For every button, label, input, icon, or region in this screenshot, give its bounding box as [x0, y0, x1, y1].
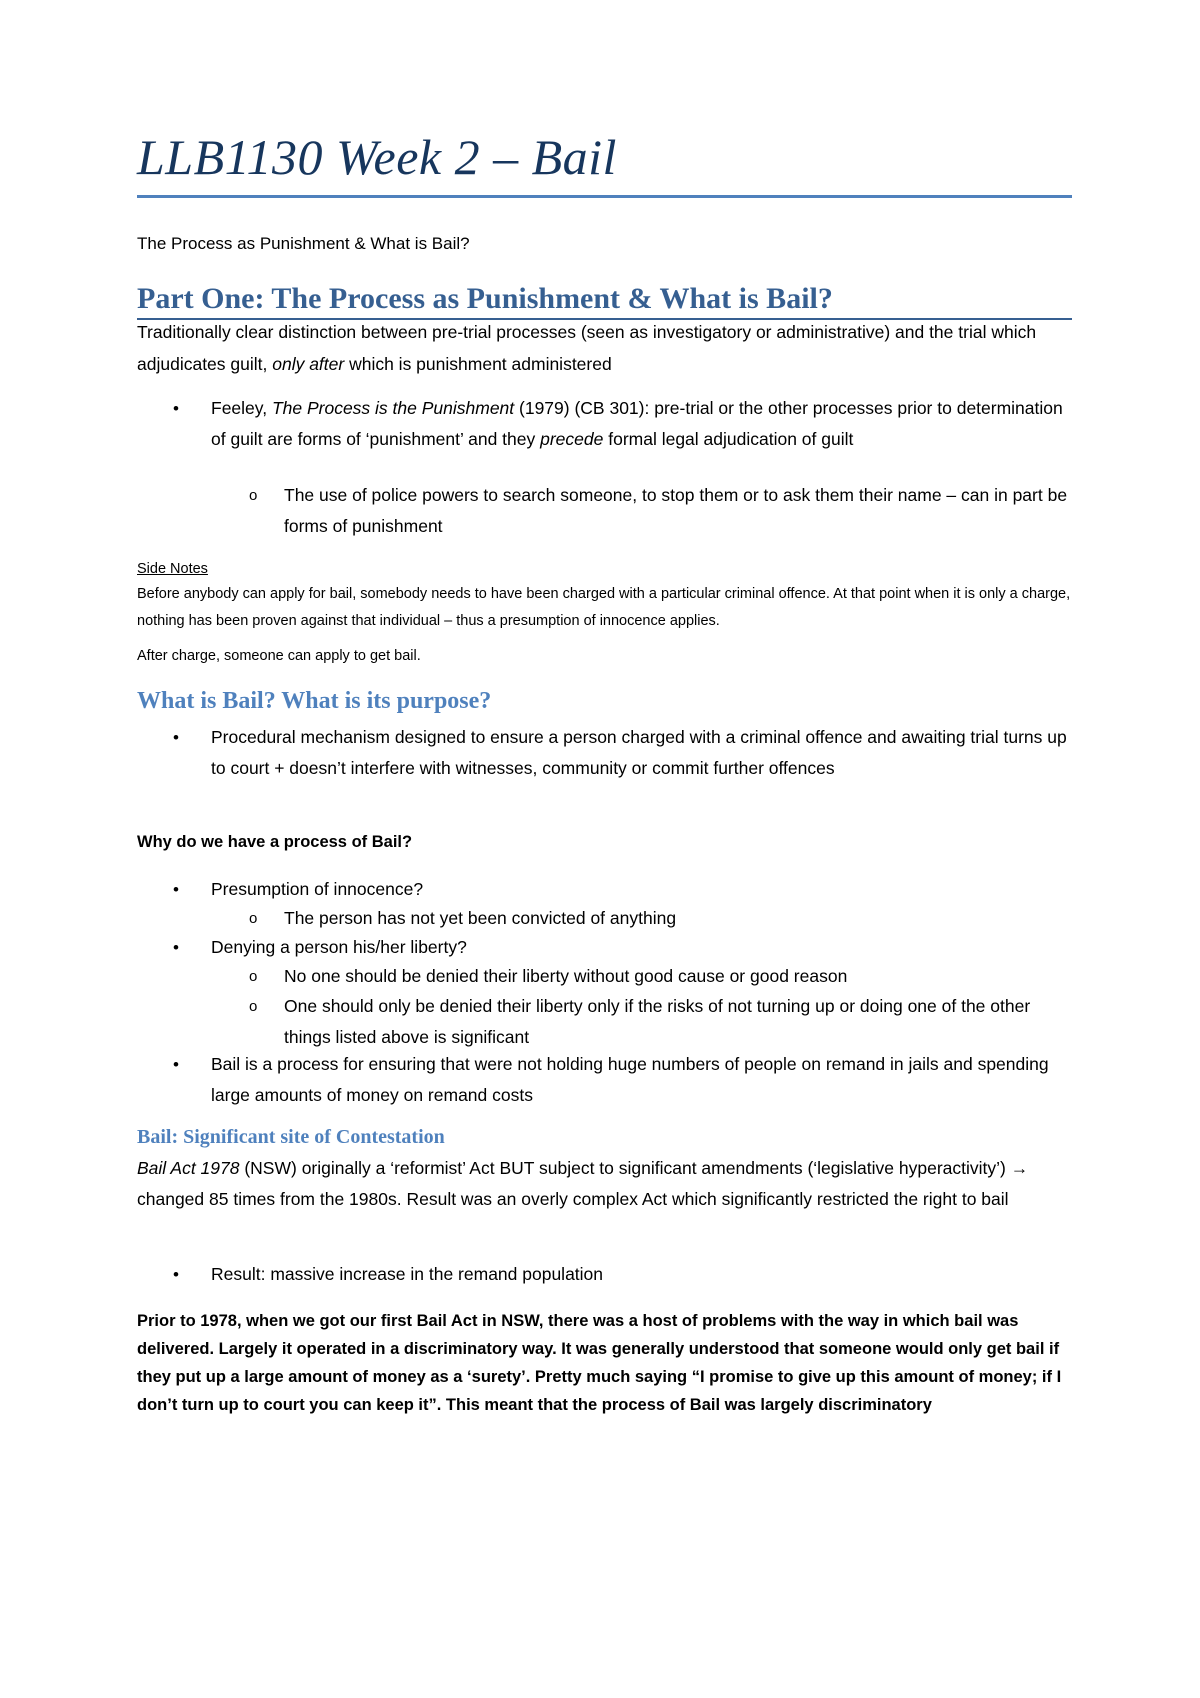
list-item-liberty-sub1 [137, 961, 1072, 992]
document-title: LLB1130 Week 2 – Bail [137, 129, 617, 185]
feeley-sub-text: The use of police powers to search someone, to stop them or to ask them their name – can in part be forms of punishment [284, 485, 1068, 536]
intro-text-a: Traditionally clear distinction between pre-trial processes (seen as investigatory or administrative) and the trial which adjudicates guilt, [137, 322, 1037, 374]
intro-text-italic: only after [272, 354, 345, 374]
feeley-text-precede: precede [540, 429, 604, 449]
liberty-text: Denying a person his/her liberty? [211, 937, 467, 957]
sub-bullet-icon: o [249, 968, 258, 985]
bullet-icon: • [173, 399, 179, 418]
intro-text-c: which is punishment administered [344, 354, 612, 374]
feeley-text-e: formal legal adjudication of guilt [603, 429, 854, 449]
contestation-text-c: changed 85 times from the 1980s. Result was an overly complex Act which significantly restricted the right to bail [137, 1189, 1009, 1209]
remand-text: Bail is a process for ensuring that were not holding huge numbers of people on remand in jails and spending large amounts of money on remand costs [211, 1054, 1049, 1105]
sub-bullet-icon: o [249, 487, 258, 504]
bullet-icon: • [173, 880, 179, 899]
contestation-paragraph [137, 1153, 1072, 1215]
liberty-sub1-text: No one should be denied their liberty without good cause or good reason [284, 966, 848, 986]
bullet-icon: • [173, 938, 179, 957]
title-divider [137, 195, 1072, 198]
prior-1978-paragraph: Prior to 1978, when we got our first Bail Act in NSW, there was a host of problems with the way in which bail was delivered. Largely it operated in a discriminatory way. It was generally understood that someone would only get bail if they put up a large amount of money as a ‘surety’. Pretty much saying “I promise to give up this amount of money; if I don’t turn up to court you can keep it”. This meant that the process of Bail was largely discriminatory [137, 1312, 1062, 1414]
sub-bullet-icon: o [249, 910, 258, 927]
feeley-text-a: Feeley, [211, 398, 272, 418]
side-notes-label [137, 556, 1072, 583]
feeley-text-title: The Process is the Punishment [271, 398, 515, 418]
list-item-result [137, 1259, 1072, 1290]
contestation-heading: Bail: Significant site of Contestation [137, 1126, 445, 1148]
list-item-presumption-sub [137, 903, 1072, 934]
sub-bullet-icon: o [249, 998, 258, 1015]
bail-act-title: Bail Act 1978 [137, 1158, 240, 1178]
part-one-heading: Part One: The Process as Punishment & What is Bail? [137, 282, 1072, 320]
feeley-text-c: (1979) (CB 301): pre-trial or the other processes prior to determination of guilt are forms of ‘punishment’ and they [211, 398, 1063, 449]
intro-paragraph [137, 316, 1072, 380]
result-text: Result: massive increase in the remand population [211, 1264, 604, 1284]
liberty-sub2-text: One should only be denied their liberty only if the risks of not turning up or doing one of the other things listed above is significant [284, 996, 1031, 1047]
list-item-liberty-sub2 [137, 991, 1072, 1053]
list-item-presumption [137, 874, 1072, 905]
document-subtitle: The Process as Punishment & What is Bail? [137, 234, 470, 253]
list-item-feeley [137, 393, 1072, 455]
bullet-icon: • [173, 1265, 179, 1284]
side-notes-title: Side Notes [137, 561, 208, 577]
why-bail-heading: Why do we have a process of Bail? [137, 833, 413, 851]
arrow-right-icon: → [1010, 1158, 1029, 1178]
bullet-icon: • [173, 728, 179, 747]
bullet-icon: • [173, 1055, 179, 1074]
presumption-text: Presumption of innocence? [211, 879, 424, 899]
list-item-procedural [137, 722, 1072, 784]
list-item-feeley-sub [137, 480, 1072, 542]
procedural-text: Procedural mechanism designed to ensure a person charged with a criminal offence and awaiting trial turns up to court + doesn’t interfere with witnesses, community or commit further offences [211, 727, 1067, 778]
list-item-remand [137, 1049, 1072, 1111]
side-notes-line1: Before anybody can apply for bail, somebody needs to have been charged with a particular criminal offence. At that point when it is only a charge, nothing has been proven against that individual – thus a presumption of innocence applies. [137, 586, 1071, 629]
what-is-bail-heading: What is Bail? What is its purpose? [137, 688, 492, 714]
presumption-sub-text: The person has not yet been convicted of anything [284, 908, 677, 928]
contestation-text-b: (NSW) originally a ‘reformist’ Act BUT subject to significant amendments (‘legislative hyperactivity’) [239, 1158, 1011, 1178]
side-notes-line2: After charge, someone can apply to get bail. [137, 648, 421, 664]
list-item-liberty [137, 932, 1072, 963]
